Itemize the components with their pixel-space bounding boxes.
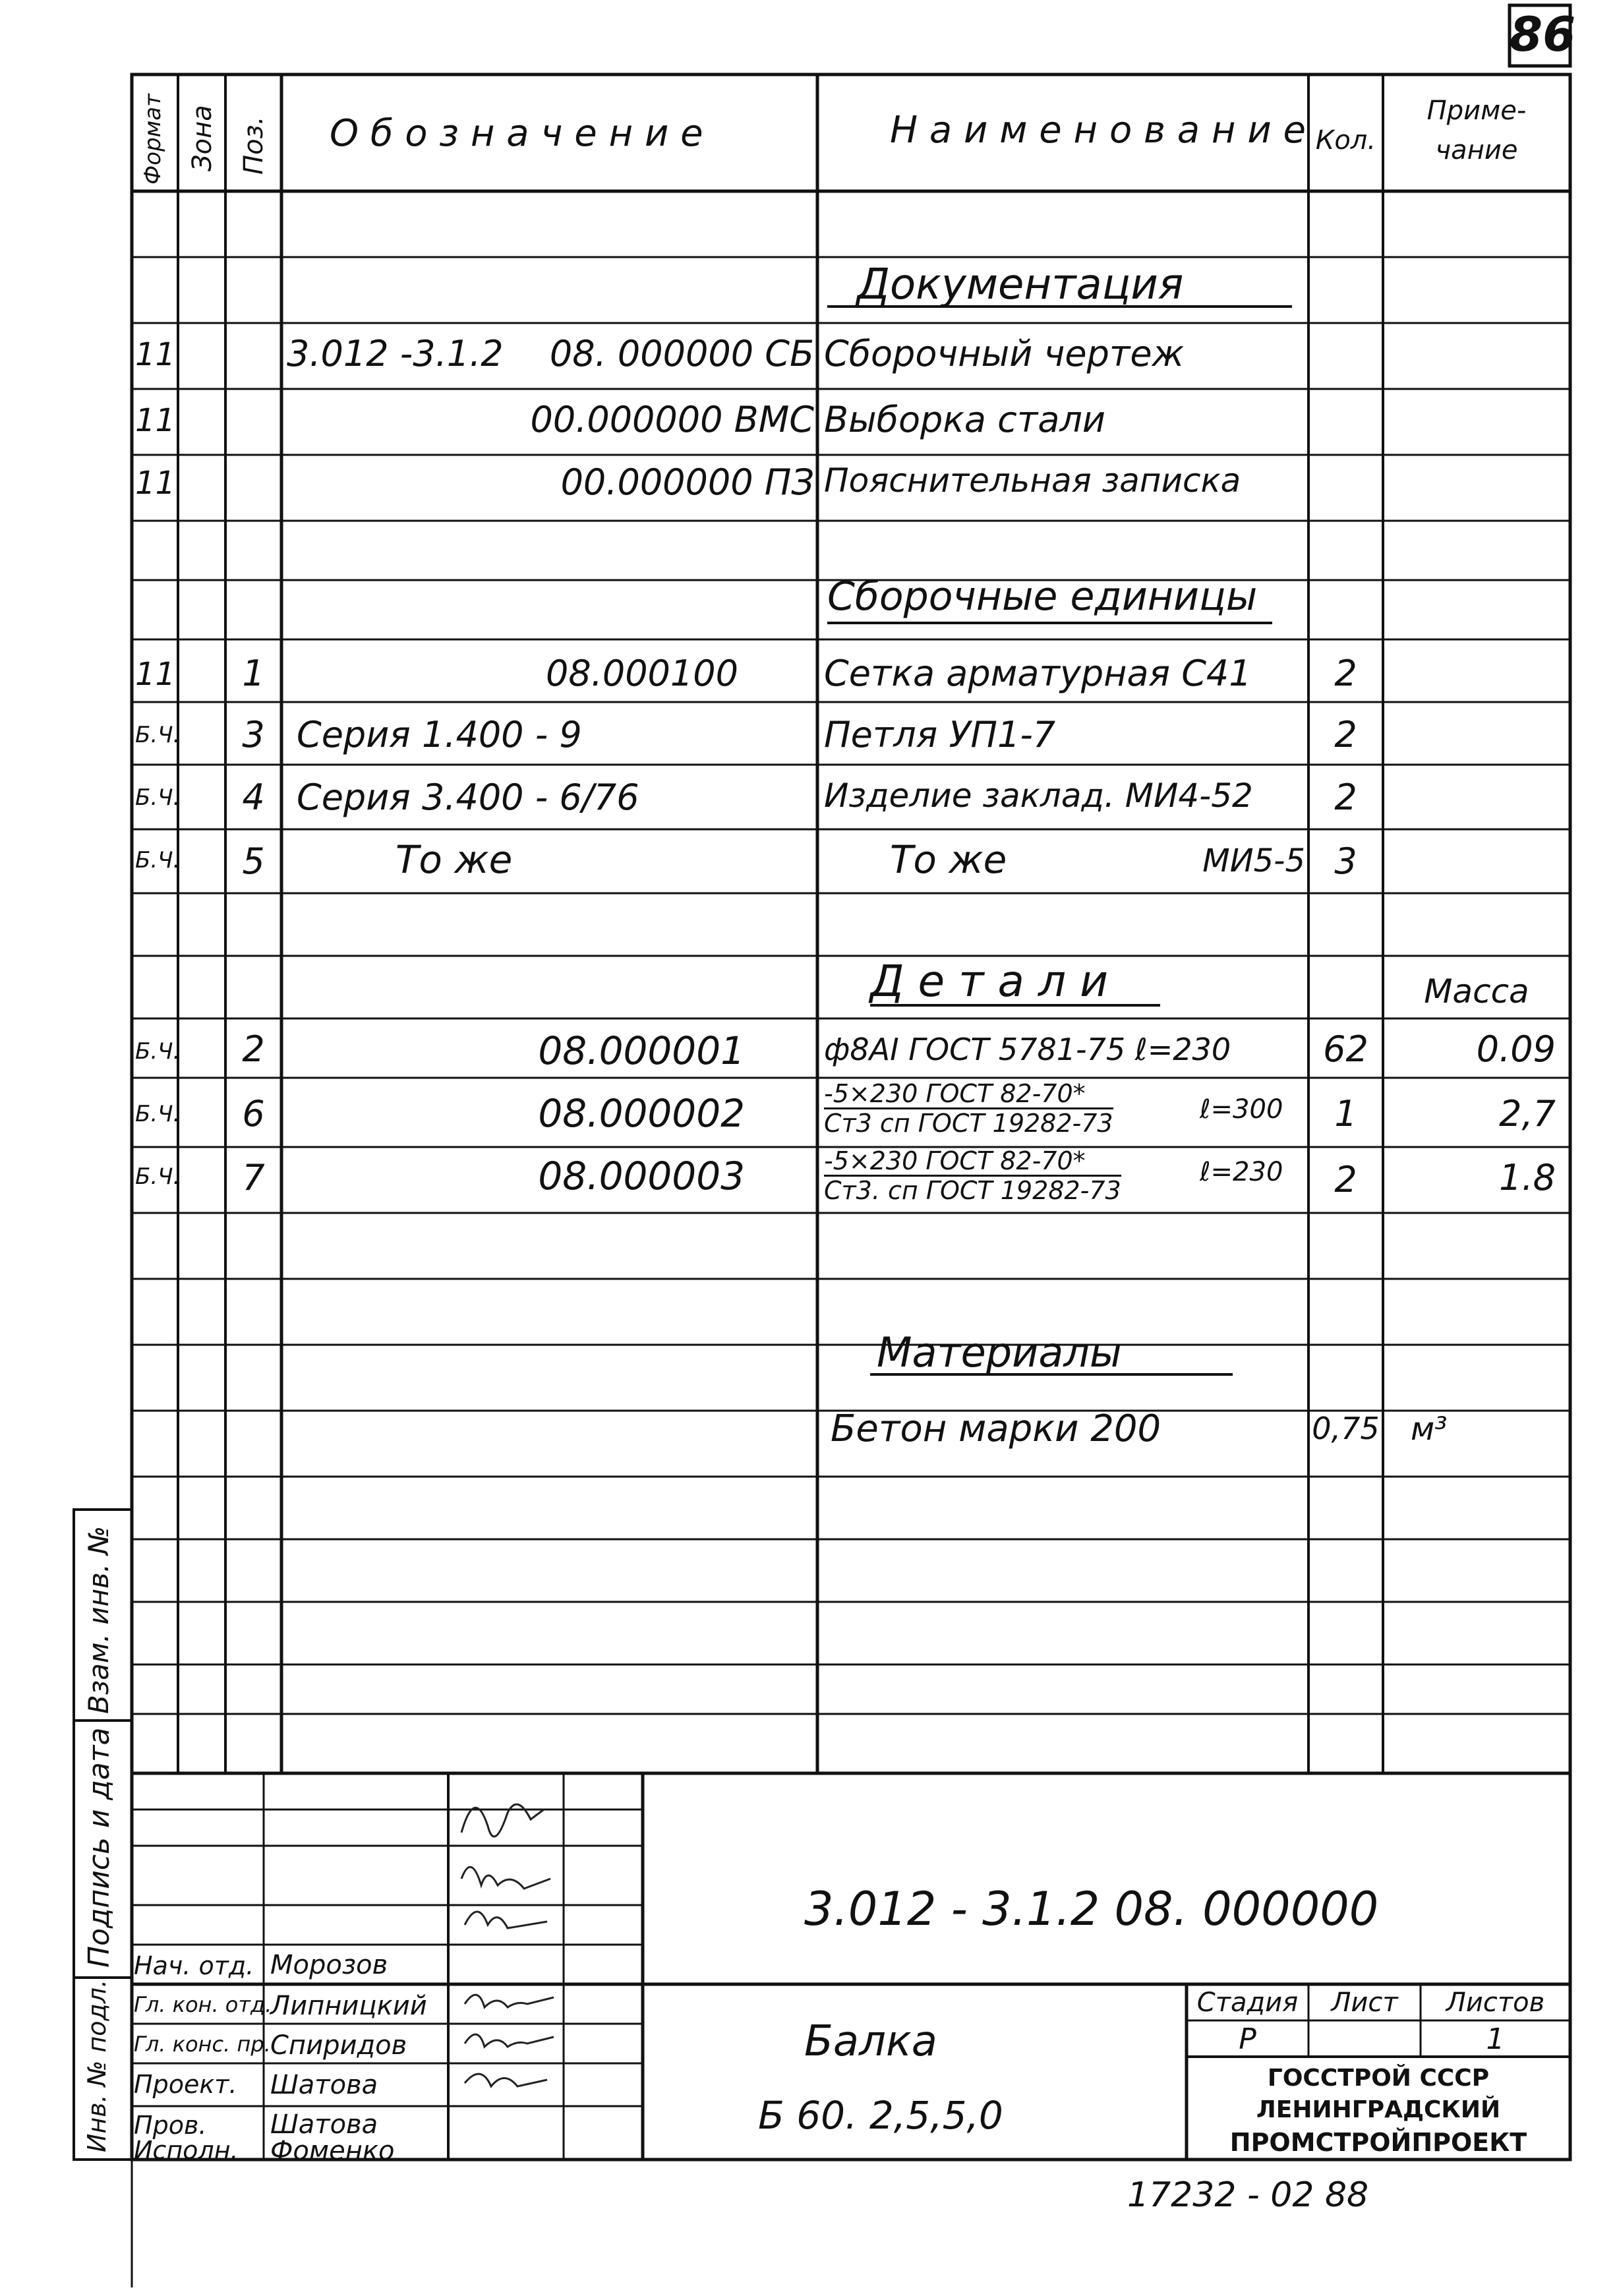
row-qty: 2 (1334, 1159, 1357, 1200)
org-line3: ПРОМСТРОЙПРОЕКТ (1229, 2128, 1527, 2157)
row-format: 11 (135, 402, 176, 439)
role-label: Пров. (134, 2111, 207, 2140)
row-designation: Серия 1.400 - 9 (297, 714, 582, 755)
section-materials: Материалы (877, 1328, 1122, 1376)
row-format: Б.Ч. (135, 1038, 181, 1065)
material-qty: 0,75 (1312, 1411, 1380, 1446)
row-qty: 3 (1334, 840, 1357, 882)
row-pos: 7 (242, 1157, 265, 1198)
row-format: 11 (135, 465, 176, 502)
product-code: Б 60. 2,5,5,0 (758, 2093, 1003, 2138)
row-pos: 5 (242, 840, 265, 882)
mass-label: Масса (1424, 972, 1529, 1011)
row-name-top: -5×230 ГОСТ 82-70* (824, 1081, 1113, 1109)
row-format: 11 (135, 656, 176, 693)
row-qty: 62 (1323, 1028, 1368, 1070)
side-label-inv-orig: Инв. № подл. (82, 1979, 111, 2152)
sheet-label: Лист (1331, 1987, 1398, 2018)
section-assembly: Сборочные единицы (827, 574, 1258, 620)
row-format: Б.Ч. (135, 847, 181, 873)
row-designation: 00.000000 ВМС (530, 399, 814, 440)
header-format: Формат (140, 94, 166, 185)
person-name: Шатова (270, 2109, 378, 2140)
row-name: Изделие заклад. МИ4-52 (824, 777, 1253, 815)
sheets-label: Листов (1446, 1987, 1545, 2018)
side-label-inv-dup: Взам. инв. № (82, 1525, 115, 1714)
header-pos: Поз. (239, 116, 269, 175)
row-designation: 08.000100 (545, 653, 738, 694)
header-designation: О б о з н а ч е н и е (330, 112, 703, 155)
row-name-top: -5×230 ГОСТ 82-70* (824, 1148, 1121, 1177)
person-name: Морозов (270, 1950, 388, 1980)
row-name: Сетка арматурная С41 (824, 653, 1252, 694)
row-format: Б.Ч. (135, 1163, 181, 1190)
row-length: ℓ=300 (1200, 1094, 1283, 1125)
stage-value: Р (1239, 2022, 1256, 2056)
row-designation: 08.000001 (538, 1028, 745, 1073)
row-length: ℓ=230 (1200, 1157, 1283, 1187)
row-name-fraction (824, 1081, 1113, 1136)
sheets-value: 1 (1486, 2022, 1505, 2056)
title-code: 3.012 - 3.1.2 08. 000000 (804, 1882, 1379, 1936)
sheet-number: 86 (1510, 7, 1576, 62)
row-designation: 08.000003 (538, 1154, 745, 1198)
row-pos: 6 (242, 1093, 265, 1134)
role-label: Исполн. (134, 2136, 239, 2165)
row-name: Сборочный чертеж (824, 333, 1185, 374)
row-name: Пояснительная записка (824, 461, 1241, 500)
section-details: Д е т а л и (870, 956, 1109, 1007)
row-designation: 08. 000000 СБ (549, 333, 814, 374)
person-name: Шатова (270, 2070, 378, 2100)
row-mass: 2,7 (1499, 1093, 1556, 1134)
role-label: Гл. конс. пр. (134, 2032, 271, 2057)
row-format: 11 (135, 336, 176, 373)
row-mass: 1.8 (1499, 1157, 1556, 1198)
header-name: Н а и м е н о в а н и е (890, 109, 1306, 152)
header-qty: Кол. (1315, 125, 1376, 156)
row-name: То же (890, 837, 1007, 882)
row-name: Петля УП1-7 (824, 714, 1056, 755)
row-name-extra: МИ5-5 (1202, 842, 1305, 879)
row-pos: 3 (242, 714, 265, 755)
stage-label: Стадия (1196, 1987, 1299, 2018)
side-label-sign-date: Подпись и дата (82, 1727, 116, 1968)
role-label: Проект. (134, 2070, 237, 2099)
row-qty: 2 (1334, 653, 1357, 694)
person-name: Фоменко (270, 2136, 395, 2166)
row-designation: То же (396, 837, 513, 882)
row-name-bottom: Ст3 сп ГОСТ 19282-73 (824, 1109, 1113, 1138)
row-format: Б.Ч. (135, 722, 181, 748)
row-format: Б.Ч. (135, 1101, 181, 1127)
row-qty: 1 (1334, 1093, 1357, 1134)
row-name-fraction (824, 1148, 1121, 1203)
row-designation: 00.000000 ПЗ (560, 461, 814, 503)
row-name: ф8AI ГОСТ 5781-75 ℓ=230 (824, 1032, 1231, 1067)
org-line1: ГОССТРОЙ СССР (1267, 2065, 1490, 2092)
role-label: Нач. отд. (134, 1951, 254, 1980)
material-unit: м³ (1411, 1411, 1448, 1448)
row-name: Выборка стали (824, 399, 1106, 440)
row-qty: 2 (1334, 777, 1357, 818)
row-pos: 2 (242, 1028, 265, 1070)
row-name-bottom: Ст3. сп ГОСТ 19282-73 (824, 1176, 1121, 1205)
section-documentation: Документация (857, 260, 1184, 309)
row-designation: Серия 3.400 - 6/76 (297, 777, 639, 818)
product-name: Балка (804, 2017, 937, 2066)
row-format: Б.Ч. (135, 784, 181, 811)
material-name: Бетон марки 200 (831, 1407, 1161, 1450)
person-name: Спиридов (270, 2030, 407, 2061)
header-zone: Зона (187, 105, 218, 171)
role-label: Гл. кон. отд. (134, 1992, 272, 2017)
row-mass: 0.09 (1476, 1028, 1556, 1070)
footer-number: 17232 - 02 88 (1127, 2175, 1369, 2215)
row-pos: 4 (242, 777, 265, 818)
person-name: Липницкий (270, 1991, 427, 2021)
row-qty: 2 (1334, 714, 1357, 755)
header-note-line1: Приме- (1426, 96, 1527, 126)
row-designation: 08.000002 (538, 1091, 745, 1136)
row-pos: 1 (242, 653, 265, 694)
row-designation-prefix: 3.012 -3.1.2 (287, 333, 504, 374)
header-note-line2: чание (1435, 135, 1518, 165)
org-line2: ЛЕНИНГРАДСКИЙ (1256, 2096, 1501, 2123)
